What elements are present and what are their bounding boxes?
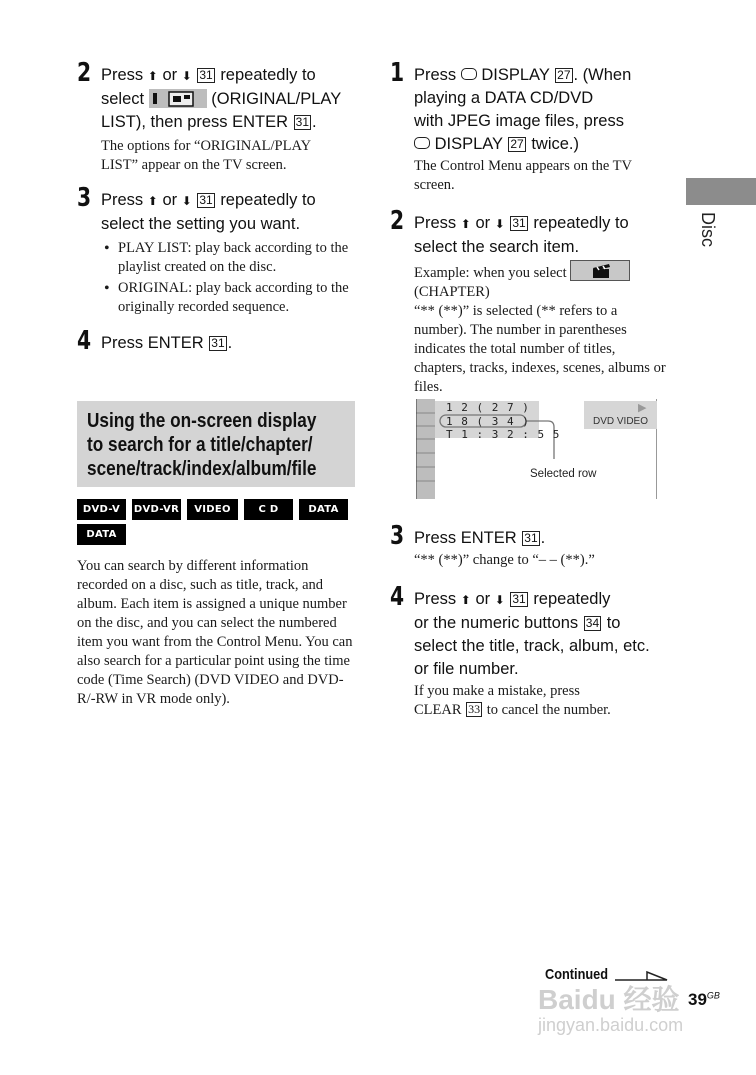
right-step-1: 1 Press DISPLAY 27 . (When playing a DATA CD/DVD with JPEG image files, press DISPLAY 27 twice.) The Control Menu appears on the TV screen. <box>390 64 675 195</box>
up-arrow-icon: ⬆ <box>460 593 471 607</box>
key-callout: 33 <box>468 702 481 716</box>
badge-dvd-vr: DVD-VR <box>132 499 181 520</box>
badge-dvd-v: DVD-V <box>77 499 126 520</box>
left-step-4: 4 Press ENTER 31 . <box>77 326 233 356</box>
key-callout: 34 <box>585 616 600 630</box>
continued-label: Continued <box>545 966 619 990</box>
step-number: 4 <box>390 582 405 612</box>
display-button-icon <box>461 68 477 80</box>
right-step-4: 4 Press ⬆ or ⬇ 31 repeatedly or the numeric buttons 34 to select the title, track, album, etc. or file number. If you make a mistake, press CLEAR 33 to cancel the number. <box>390 582 650 718</box>
badge-cd: C D <box>244 499 293 520</box>
osd-mode: DVD VIDEO <box>593 416 649 427</box>
watermark: Baidu 经验 jingyan.baidu.com <box>538 984 684 1035</box>
intro-paragraph: You can search by different information recorded on a disc, such as title, track, and album. Each item is assigned a unique number on the disc, and you can select the numbered item you want from the Control Menu. You can also search for a particular point using the time code (Time Search) (DVD VIDEO and DVD-R/-RW in VR mode only). <box>77 558 353 707</box>
section-title: Using the on-screen display to search for a title/chapter/ scene/track/index/album/file <box>87 410 317 480</box>
key-callout: 31 <box>211 336 225 350</box>
section-header <box>77 401 355 487</box>
control-menu-illustration <box>416 399 657 499</box>
bullet-item: • ORIGINAL: play back according to the originally recorded sequence. <box>101 279 358 317</box>
key-callout: 31 <box>199 68 213 82</box>
chapter-clapper-icon <box>570 260 630 281</box>
key-callout: 31 <box>524 531 538 545</box>
left-step-3: 3 Press ⬆ or ⬇ 31 repeatedly to select the setting you want. • PLAY LIST: play back according to the playlist created on the disc. • ORIGINAL: play back according to the originally recorded sequence. <box>77 189 357 317</box>
original-playlist-icon <box>149 89 207 108</box>
callout-label: Selected row <box>530 468 597 480</box>
key-callout: 31 <box>199 193 213 207</box>
key-callout: 27 <box>510 137 524 151</box>
step-description: The Control Menu appears on the TV screen. <box>414 158 632 193</box>
left-step-2: 2 Press ⬆ or ⬇ 31 repeatedly to select (ORIGINAL/PLAY LIST), then press ENTER 31 . The options for “ORIGINAL/PLAY LIST” appear on the TV screen. <box>77 64 357 175</box>
side-tab-label: Disc <box>698 212 718 247</box>
badge-data-dvd: DATA DVD <box>77 524 126 545</box>
step-number: 2 <box>390 206 405 236</box>
continued-arrow-icon <box>611 963 671 985</box>
key-callout: 31 <box>512 592 526 606</box>
step-description: The options for “ORIGINAL/PLAY LIST” appear on the TV screen. <box>101 138 311 173</box>
osd-row-selected: 1 8 ( 3 4 ) <box>446 415 530 428</box>
osd-row-time: T 1 : 3 2 : 5 5 <box>446 428 561 441</box>
page-number: $39^{GB}$ <box>688 990 720 1009</box>
display-button-icon <box>414 137 430 149</box>
step-number: 4 <box>77 326 92 356</box>
key-callout: 27 <box>557 68 571 82</box>
step-number: 2 <box>77 58 92 88</box>
right-step-3: 3 Press ENTER 31 . “** (**)” change to “– – (**).” <box>390 527 675 570</box>
badge-data-cd: DATA CD <box>299 499 348 520</box>
step-number: 3 <box>390 521 405 551</box>
key-callout: 31 <box>512 216 526 230</box>
up-arrow-icon: ⬆ <box>460 217 471 231</box>
play-icon: ▶ <box>638 402 647 414</box>
bullet-item: • PLAY LIST: play back according to the playlist created on the disc. <box>101 239 358 277</box>
down-arrow-icon: ⬇ <box>494 593 505 607</box>
step-description: “** (**)” change to “– – (**).” <box>414 552 595 568</box>
up-arrow-icon: ⬆ <box>147 194 158 208</box>
up-arrow-icon: ⬆ <box>147 69 158 83</box>
step-number: 1 <box>390 58 405 88</box>
down-arrow-icon: ⬇ <box>494 217 505 231</box>
osd-row-1: 1 2 ( 2 7 ) <box>446 401 530 414</box>
right-step-2: 2 Press ⬆ or ⬇ 31 repeatedly to select the search item. Example: when you select (CHAPTER) “** (**)” is selected (** refers to a number). The number in parentheses indicates the total number of titles, chapters, tracks, indexes, scenes, albums or files. <box>390 206 666 395</box>
down-arrow-icon: ⬇ <box>181 69 192 83</box>
step-number: 3 <box>77 183 92 213</box>
badge-video-cd: VIDEO CD <box>187 499 238 520</box>
side-tab <box>686 178 756 205</box>
down-arrow-icon: ⬇ <box>181 194 192 208</box>
key-callout: 31 <box>295 115 310 129</box>
